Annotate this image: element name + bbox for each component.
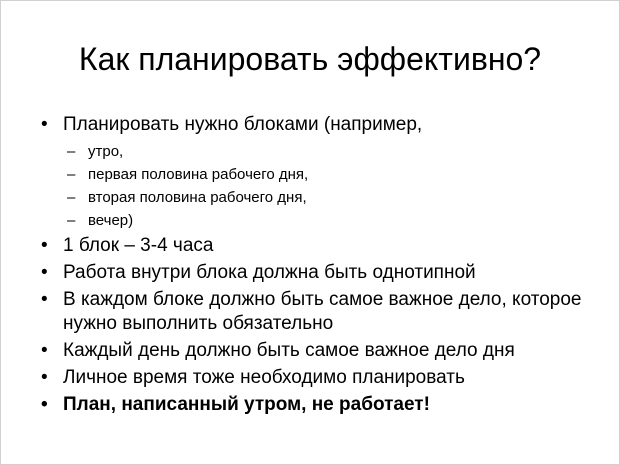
- sub-item-morning: [41, 140, 601, 163]
- bullet-item-personal-time: [41, 366, 601, 390]
- sub-item-text: вечер): [88, 212, 134, 229]
- bullet-text: Планировать нужно блоками (например,: [63, 114, 423, 135]
- bullet-text: План, написанный утром, не работает!: [63, 394, 430, 415]
- bullet-item-block-duration: [41, 234, 601, 258]
- bullet-text: Каждый день должно быть самое важное дело дня: [63, 340, 515, 361]
- bullet-item-daily-task: [41, 339, 601, 363]
- slide-title: Как планировать эффективно?: [78, 41, 542, 77]
- bullet-marker: •: [41, 114, 48, 135]
- sub-list: [41, 140, 601, 232]
- bullet-marker: •: [41, 340, 48, 361]
- sub-item-second-half: [41, 186, 601, 209]
- sub-item-text: первая половина рабочего дня,: [88, 166, 309, 183]
- bullet-marker: •: [41, 262, 48, 283]
- bullet-list: [41, 113, 601, 420]
- bullet-item-morning-plan: [41, 393, 601, 417]
- dash-marker: –: [67, 189, 76, 206]
- bullet-marker: •: [41, 367, 48, 388]
- bullet-item-important-task: [41, 288, 601, 336]
- sub-item-first-half: [41, 163, 601, 186]
- sub-item-text: вторая половина рабочего дня,: [88, 189, 307, 206]
- sub-item-text: утро,: [88, 143, 124, 160]
- dash-marker: –: [67, 166, 76, 183]
- bullet-text: Работа внутри блока должна быть однотипной: [63, 262, 476, 283]
- bullet-marker: •: [41, 394, 48, 415]
- bullet-marker: •: [41, 289, 48, 310]
- dash-marker: –: [67, 143, 76, 160]
- sub-item-evening: [41, 209, 601, 232]
- bullet-text: В каждом блоке должно быть самое важное дело, которое нужно выполнить обязательно: [63, 289, 582, 334]
- bullet-item-blocks: [41, 113, 601, 137]
- dash-marker: –: [67, 212, 76, 229]
- bullet-marker: •: [41, 235, 48, 256]
- bullet-text: 1 блок – 3-4 часа: [63, 235, 214, 256]
- bullet-text: Личное время тоже необходимо планировать: [63, 367, 465, 388]
- bullet-item-uniform-work: [41, 261, 601, 285]
